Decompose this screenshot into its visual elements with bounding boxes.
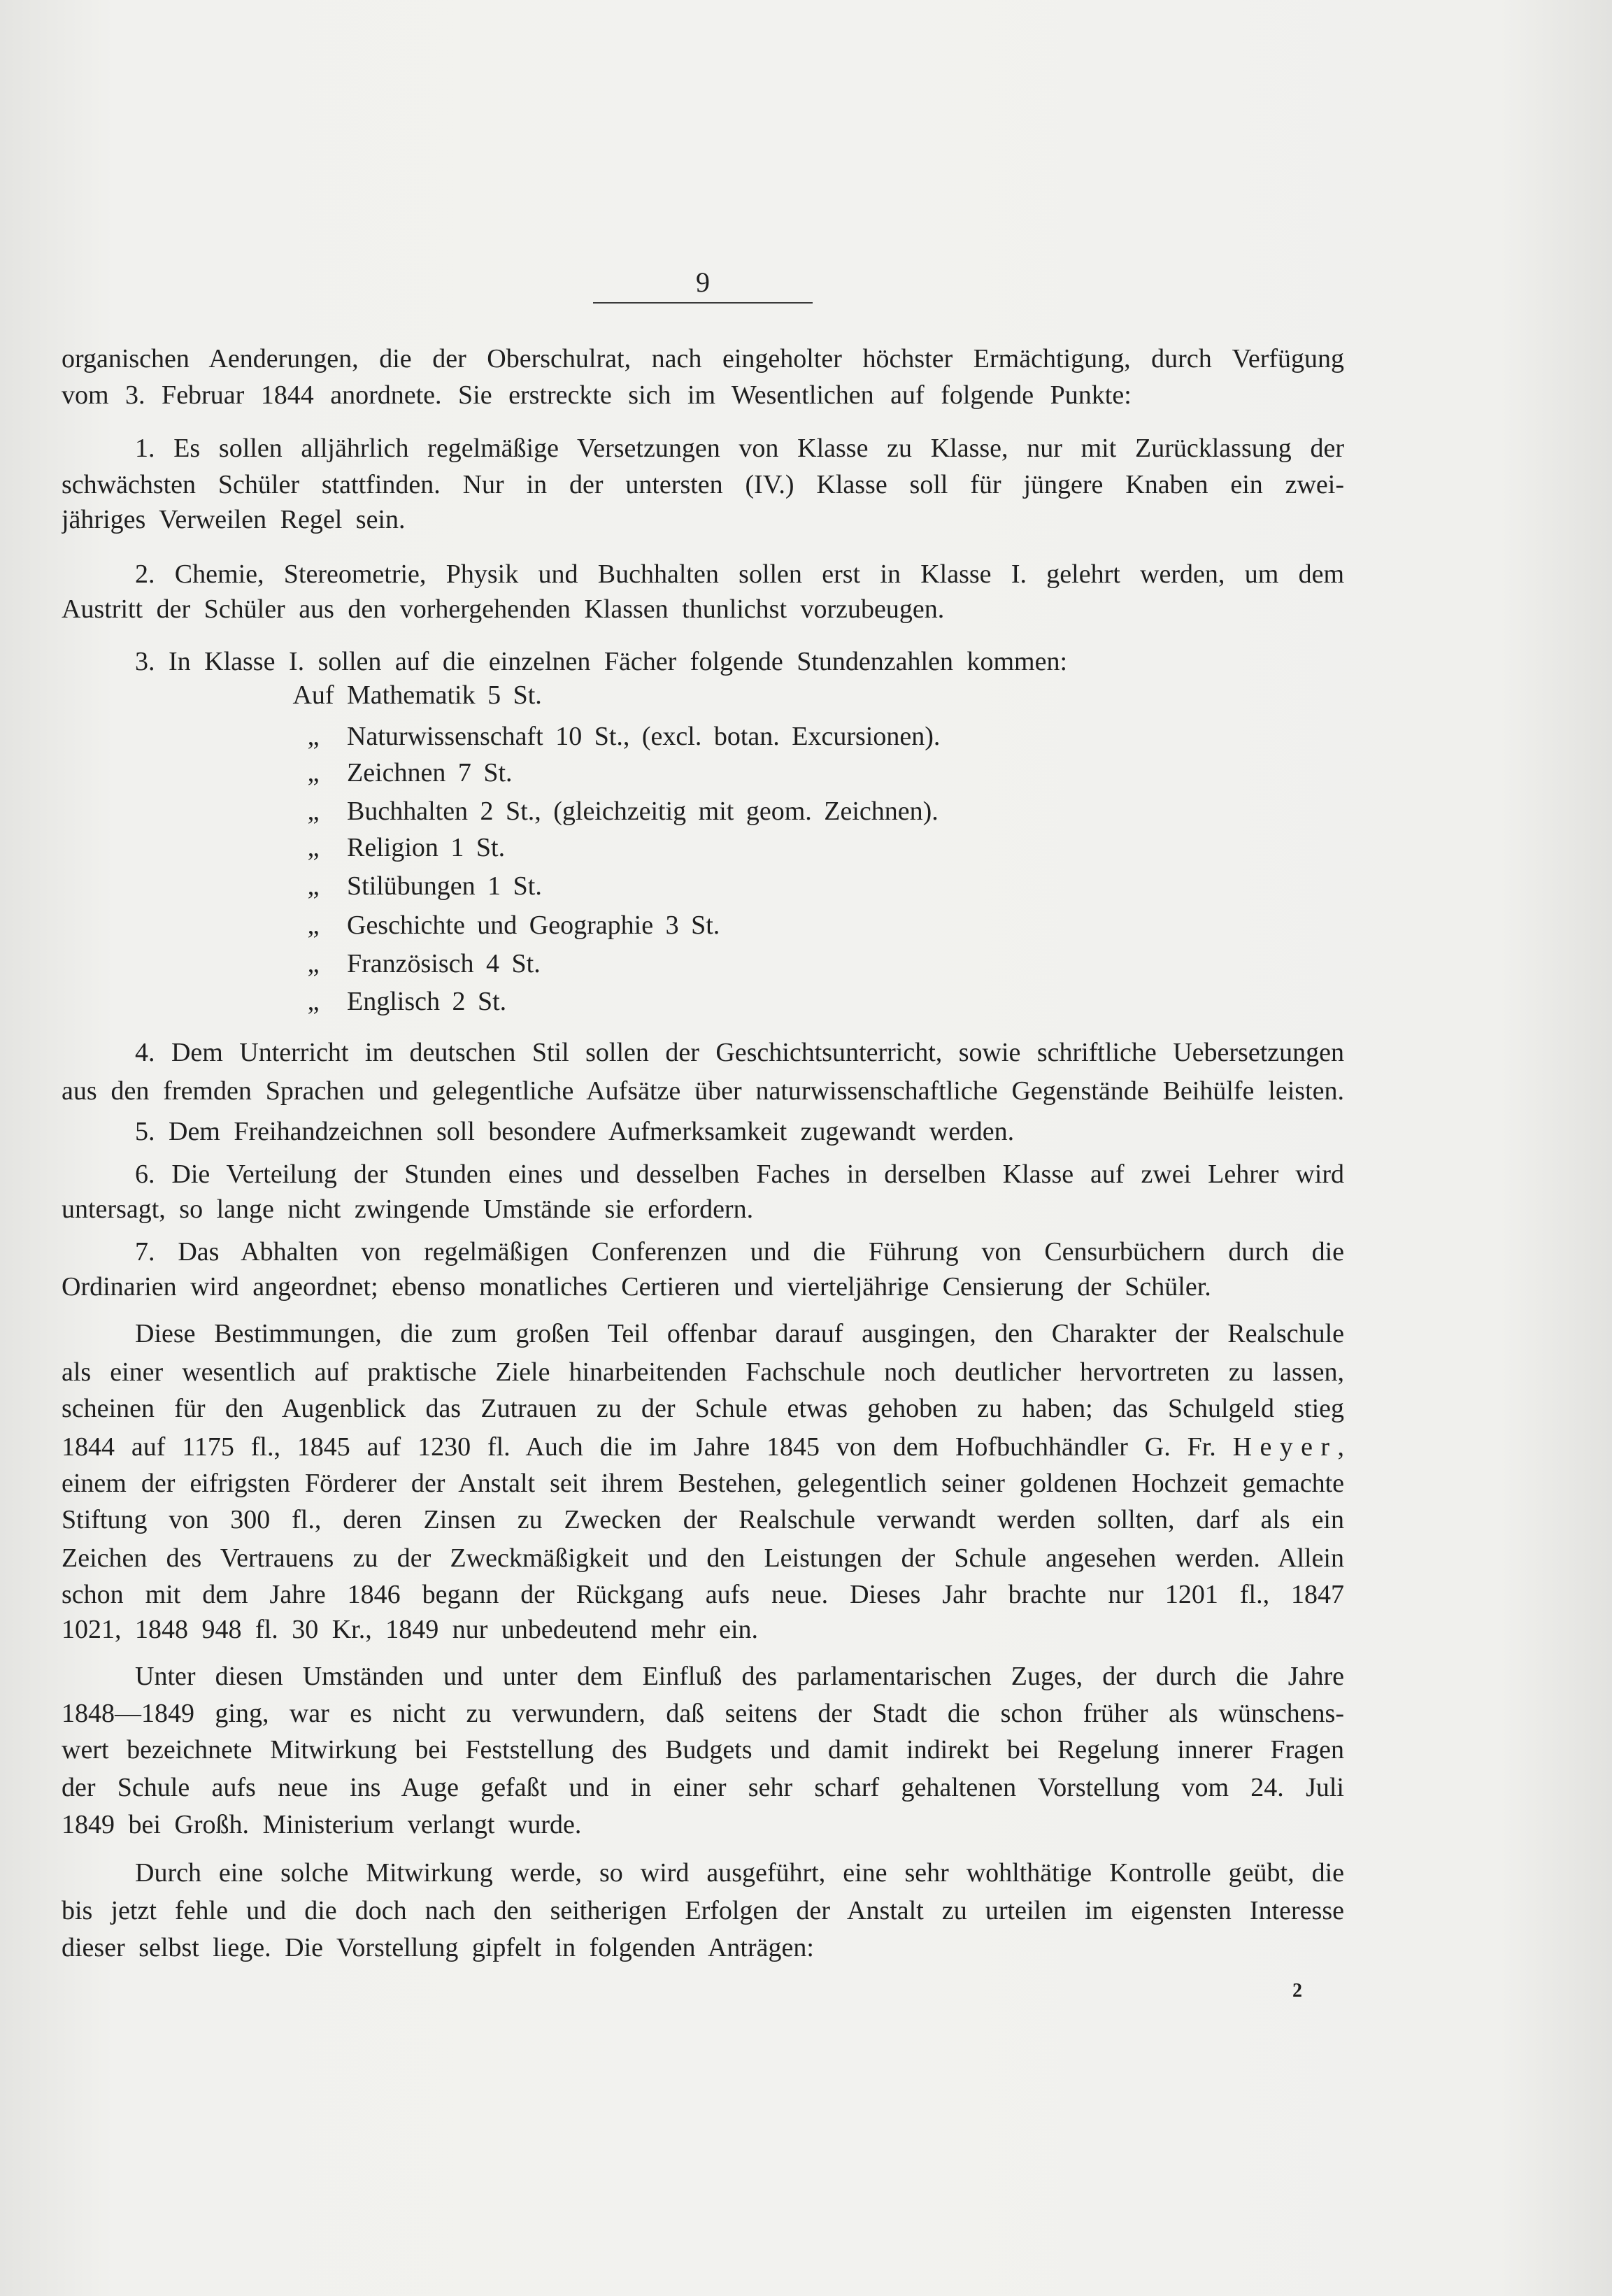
ditto-mark: „ bbox=[307, 987, 320, 1016]
page-number-rule bbox=[593, 302, 813, 304]
ditto-mark: „ bbox=[307, 833, 320, 862]
ditto-mark: „ bbox=[307, 911, 320, 940]
schedule-subject: Zeichnen 7 St. bbox=[347, 758, 513, 787]
schedule-subject: Englisch 2 St. bbox=[347, 987, 507, 1016]
schedule-subject: Mathematik 5 St. bbox=[347, 680, 542, 710]
paragraph-3-line: dieser selbst liege. Die Vorstellung gipfelt in folgenden Anträgen: bbox=[62, 1933, 814, 1962]
schedule-subject: Stilübungen 1 St. bbox=[347, 871, 542, 901]
point-7-line: 7. Das Abhalten von regelmäßigen Conferenzen und die Führung von Censurbüchern durch die bbox=[135, 1237, 1344, 1267]
point-1-line: jähriges Verweilen Regel sein. bbox=[62, 505, 406, 534]
paragraph-1-line: einem der eifrigsten Förderer der Anstalt seit ihrem Bestehen, gelegentlich seiner goldenen Hochzeit gemachte bbox=[62, 1469, 1344, 1498]
schedule-subject: Religion 1 St. bbox=[347, 833, 506, 862]
paragraph-1-line: als einer wesentlich auf praktische Ziele hinarbeitenden Fachschule noch deutlicher hervortreten zu lassen, bbox=[62, 1357, 1344, 1387]
paragraph-1-line: Stiftung von 300 fl., deren Zinsen zu Zwecken der Realschule verwandt werden sollten, darf als ein bbox=[62, 1505, 1344, 1534]
schedule-row bbox=[0, 755, 1344, 791]
paragraph-3-line: bis jetzt fehle und die doch nach den seitherigen Erfolgen der Anstalt zu urteilen im eigensten Interesse bbox=[62, 1896, 1344, 1925]
paragraph-1-line bbox=[62, 1429, 1344, 1465]
schedule-subject: Buchhalten 2 St., (gleichzeitig mit geom. Zeichnen). bbox=[347, 797, 939, 826]
point-6-line: untersagt, so lange nicht zwingende Umstände sie erfordern. bbox=[62, 1195, 754, 1224]
schedule-row bbox=[0, 718, 1344, 755]
point-4-line: 4. Dem Unterricht im deutschen Stil sollen der Geschichtsunterricht, sowie schriftliche Uebersetzungen bbox=[135, 1038, 1344, 1067]
paragraph-1-line: schon mit dem Jahre 1846 begann der Rückgang aufs neue. Dieses Jahr brachte nur 1201 fl., 1847 bbox=[62, 1580, 1344, 1609]
paragraph-2-line: 1849 bei Großh. Ministerium verlangt wurde. bbox=[62, 1810, 582, 1839]
point-2-line: Austritt der Schüler aus den vorhergehenden Klassen thunlichst vorzubeugen. bbox=[62, 594, 945, 624]
paragraph-1-line: 1021, 1848 948 fl. 30 Kr., 1849 nur unbedeutend mehr ein. bbox=[62, 1615, 759, 1644]
line-text: 1844 auf 1175 fl., 1845 auf 1230 fl. Auch die im Jahre 1845 von dem Hofbuchhändler G. Fr. bbox=[62, 1432, 1216, 1462]
paragraph-2-line: Unter diesen Umständen und unter dem Einfluß des parlamentarischen Zuges, der durch die Jahre bbox=[135, 1662, 1344, 1691]
intro-line: organischen Aenderungen, die der Oberschulrat, nach eingeholter höchster Ermächtigung, durch Verfügung bbox=[62, 344, 1344, 373]
point-5-line: 5. Dem Freihandzeichnen soll besondere Aufmerksamkeit zugewandt werden. bbox=[135, 1117, 1015, 1146]
schedule-row bbox=[0, 907, 1344, 943]
schedule-row bbox=[0, 868, 1344, 904]
paragraph-2-line: wert bezeichnete Mitwirkung bei Feststellung des Budgets und damit indirekt bei Regelung innerer Fragen bbox=[62, 1735, 1344, 1764]
point-4-line: aus den fremden Sprachen und gelegentliche Aufsätze über naturwissenschaftliche Gegenstände Beihülfe leisten. bbox=[62, 1076, 1344, 1106]
schedule-row bbox=[0, 677, 1344, 713]
schedule-row bbox=[0, 829, 1344, 866]
paragraph-2-line: der Schule aufs neue ins Auge gefaßt und in einer sehr scharf gehaltenen Vorstellung vom 24. Juli bbox=[62, 1773, 1344, 1802]
point-2-line: 2. Chemie, Stereometrie, Physik und Buchhalten sollen erst in Klasse I. gelehrt werden, um dem bbox=[135, 559, 1344, 589]
schedule-subject: Französisch 4 St. bbox=[347, 949, 541, 978]
paragraph-2-line: 1848—1849 ging, war es nicht zu verwundern, daß seitens der Stadt die schon früher als wünschens- bbox=[62, 1699, 1344, 1728]
schedule-row bbox=[0, 793, 1344, 829]
line-tail: , bbox=[1337, 1432, 1344, 1462]
schedule-subject: Geschichte und Geographie 3 St. bbox=[347, 911, 720, 940]
ditto-mark: „ bbox=[307, 797, 320, 826]
page-number: 9 bbox=[696, 266, 710, 298]
paragraph-1-line: Diese Bestimmungen, die zum großen Teil offenbar darauf ausgingen, den Charakter der Realschule bbox=[135, 1319, 1344, 1348]
ditto-mark: „ bbox=[307, 949, 320, 978]
ditto-mark: „ bbox=[307, 758, 320, 787]
point-1-line: schwächsten Schüler stattfinden. Nur in der untersten (IV.) Klasse soll für jüngere Knaben ein zwei- bbox=[62, 470, 1344, 499]
schedule-prefix: Auf bbox=[292, 680, 334, 710]
paragraph-3-line: Durch eine solche Mitwirkung werde, so wird ausgeführt, eine sehr wohlthätige Kontrolle geübt, die bbox=[135, 1858, 1344, 1888]
schedule-row bbox=[0, 946, 1344, 982]
ditto-mark: „ bbox=[307, 871, 320, 901]
paragraph-1-line: scheinen für den Augenblick das Zutrauen zu der Schule etwas gehoben zu haben; das Schulgeld stieg bbox=[62, 1394, 1344, 1423]
spaced-name: Heyer bbox=[1232, 1432, 1338, 1462]
schedule-subject: Naturwissenschaft 10 St., (excl. botan. Excursionen). bbox=[347, 722, 941, 751]
signature-mark: 2 bbox=[1292, 1980, 1302, 2002]
ditto-mark: „ bbox=[307, 722, 320, 751]
point-3-line: 3. In Klasse I. sollen auf die einzelnen Fächer folgende Stundenzahlen kommen: bbox=[135, 647, 1067, 676]
point-6-line: 6. Die Verteilung der Stunden eines und desselben Faches in derselben Klasse auf zwei Lehrer wird bbox=[135, 1160, 1344, 1189]
point-7-line: Ordinarien wird angeordnet; ebenso monatliches Certieren und vierteljährige Censierung der Schüler. bbox=[62, 1272, 1211, 1302]
point-1-line: 1. Es sollen alljährlich regelmäßige Versetzungen von Klasse zu Klasse, nur mit Zurücklassung der bbox=[135, 434, 1344, 463]
paragraph-1-line: Zeichen des Vertrauens zu der Zweckmäßigkeit und den Leistungen der Schule angesehen werden. Allein bbox=[62, 1543, 1344, 1573]
schedule-row bbox=[0, 983, 1344, 1020]
intro-line: vom 3. Februar 1844 anordnete. Sie erstreckte sich im Wesentlichen auf folgende Punkte: bbox=[62, 380, 1132, 410]
